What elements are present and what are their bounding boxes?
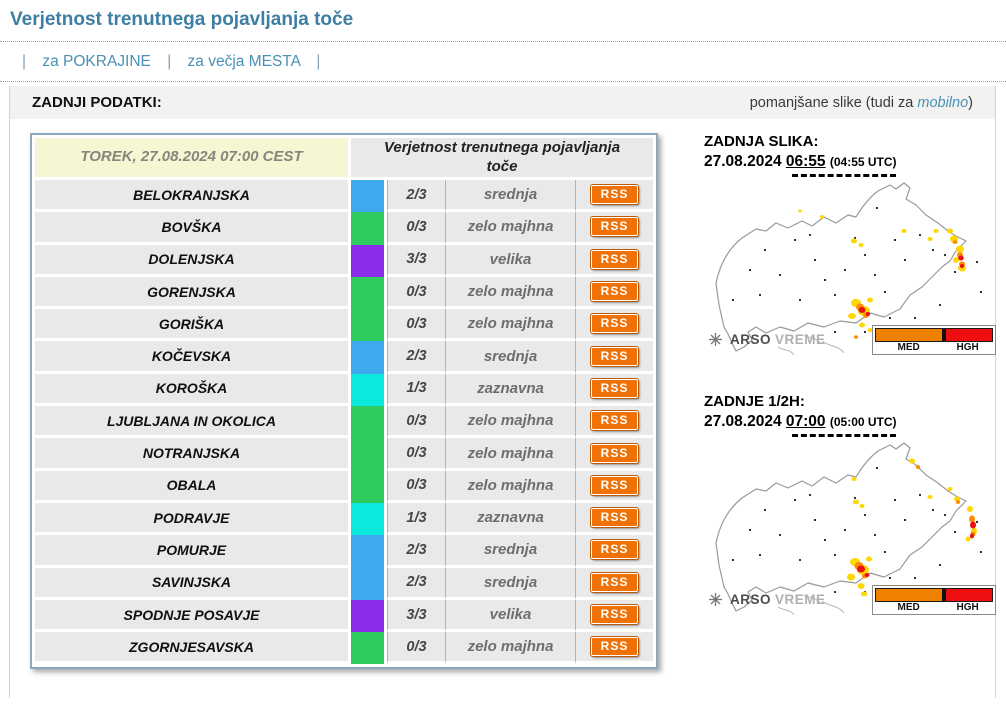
rss-button[interactable]: RSS	[591, 573, 639, 592]
compass-icon	[708, 332, 723, 347]
region-name: SAVINJSKA	[35, 568, 351, 600]
region-name: POMURJE	[35, 535, 351, 567]
rss-button[interactable]: RSS	[591, 411, 639, 430]
probability-value: 2/3	[387, 535, 445, 567]
probability-description: zelo majhna	[445, 471, 575, 503]
probability-color-swatch	[351, 438, 387, 470]
probability-description: srednja	[445, 535, 575, 567]
legend-med-label: MED	[897, 602, 920, 613]
page-title: Verjetnost trenutnega pojavljanja toče	[10, 9, 354, 30]
region-name: ZGORNJESAVSKA	[35, 632, 351, 664]
probability-value: 1/3	[387, 503, 445, 535]
last-halfhour-block	[704, 393, 996, 619]
nav-link-mesta[interactable]: za večja MESTA	[187, 53, 301, 70]
probability-value: 2/3	[387, 568, 445, 600]
rss-cell	[575, 535, 653, 567]
latest-image-block	[704, 133, 996, 359]
table-header-datetime: TOREK, 27.08.2024 07:00 CEST	[35, 138, 351, 180]
probability-value: 0/3	[387, 309, 445, 341]
rss-cell	[575, 309, 653, 341]
map2-datetime: 27.08.2024 07:00 (05:00 UTC)	[704, 413, 897, 430]
rss-cell	[575, 600, 653, 632]
probability-color-swatch	[351, 632, 387, 664]
probability-color-swatch	[351, 406, 387, 438]
nav-separator: |	[22, 53, 27, 70]
probability-color-swatch	[351, 341, 387, 373]
region-name: BOVŠKA	[35, 212, 351, 244]
probability-value: 0/3	[387, 212, 445, 244]
content-panel	[9, 86, 996, 698]
legend-hgh-label: HGH	[956, 602, 979, 613]
rss-button[interactable]: RSS	[591, 637, 639, 656]
probability-color-swatch	[351, 503, 387, 535]
rss-cell	[575, 180, 653, 212]
rss-button[interactable]: RSS	[591, 605, 639, 624]
intensity-legend	[872, 585, 996, 615]
probability-color-swatch	[351, 309, 387, 341]
probability-description: zelo majhna	[445, 438, 575, 470]
rss-button[interactable]: RSS	[591, 540, 639, 559]
hail-table	[30, 133, 658, 669]
rss-button[interactable]: RSS	[591, 476, 639, 495]
legend-hgh-color	[946, 589, 992, 601]
rss-button[interactable]: RSS	[591, 508, 639, 527]
probability-value: 0/3	[387, 406, 445, 438]
probability-color-swatch	[351, 568, 387, 600]
probability-value: 2/3	[387, 180, 445, 212]
nav-separator: |	[316, 53, 321, 70]
probability-color-swatch	[351, 471, 387, 503]
probability-value: 3/3	[387, 600, 445, 632]
region-name: NOTRANJSKA	[35, 438, 351, 470]
legend-hgh-label: HGH	[956, 342, 979, 353]
probability-description: velika	[445, 600, 575, 632]
dashed-underline	[792, 434, 896, 437]
thumbnails-note: pomanjšane slike (tudi za mobilno)	[749, 94, 973, 111]
rss-button[interactable]: RSS	[591, 347, 639, 366]
legend-med-label: MED	[897, 342, 920, 353]
probability-description: velika	[445, 245, 575, 277]
region-name: BELOKRANJSKA	[35, 180, 351, 212]
probability-value: 2/3	[387, 341, 445, 373]
rss-button[interactable]: RSS	[591, 250, 639, 269]
probability-value: 0/3	[387, 438, 445, 470]
region-name: OBALA	[35, 471, 351, 503]
rss-cell	[575, 438, 653, 470]
map1-heading: ZADNJA SLIKA:	[704, 133, 819, 150]
probability-description: zaznavna	[445, 374, 575, 406]
rss-cell	[575, 245, 653, 277]
probability-description: zelo majhna	[445, 212, 575, 244]
intensity-legend	[872, 325, 996, 355]
probability-color-swatch	[351, 600, 387, 632]
probability-description: srednja	[445, 341, 575, 373]
rss-button[interactable]: RSS	[591, 185, 639, 204]
rss-cell	[575, 374, 653, 406]
region-name: GORENJSKA	[35, 277, 351, 309]
rss-button[interactable]: RSS	[591, 314, 639, 333]
compass-icon	[708, 592, 723, 607]
probability-color-swatch	[351, 374, 387, 406]
rss-cell	[575, 277, 653, 309]
rss-cell	[575, 503, 653, 535]
map2-heading: ZADNJE 1/2H:	[704, 393, 805, 410]
probability-color-swatch	[351, 245, 387, 277]
rss-button[interactable]: RSS	[591, 379, 639, 398]
probability-value: 0/3	[387, 277, 445, 309]
legend-hgh-color	[946, 329, 992, 341]
rss-button[interactable]: RSS	[591, 217, 639, 236]
legend-med-color	[876, 329, 942, 341]
probability-description: zelo majhna	[445, 309, 575, 341]
probability-value: 0/3	[387, 632, 445, 664]
legend-med-color	[876, 589, 942, 601]
region-name: KOČEVSKA	[35, 341, 351, 373]
probability-value: 3/3	[387, 245, 445, 277]
map1-datetime: 27.08.2024 06:55 (04:55 UTC)	[704, 153, 897, 170]
probability-value: 1/3	[387, 374, 445, 406]
probability-description: zelo majhna	[445, 406, 575, 438]
rss-cell	[575, 632, 653, 664]
rss-cell	[575, 568, 653, 600]
maps-column	[704, 133, 996, 669]
table-header-title: Verjetnost trenutnega pojavljanja toče	[351, 138, 653, 180]
latest-data-label: ZADNJI PODATKI:	[32, 94, 162, 111]
probability-description: zelo majhna	[445, 632, 575, 664]
probability-color-swatch	[351, 212, 387, 244]
rss-cell	[575, 212, 653, 244]
region-name: DOLENJSKA	[35, 245, 351, 277]
probability-color-swatch	[351, 535, 387, 567]
probability-description: srednja	[445, 568, 575, 600]
rss-cell	[575, 471, 653, 503]
divider	[0, 81, 1006, 82]
arso-watermark: ARSO VREME	[708, 332, 826, 347]
nav-link-pokrajine[interactable]: za POKRAJINE	[42, 53, 151, 70]
nav-separator: |	[167, 53, 172, 70]
region-name: SPODNJE POSAVJE	[35, 600, 351, 632]
region-name: KOROŠKA	[35, 374, 351, 406]
arso-watermark: ARSO VREME	[708, 592, 826, 607]
radar-map-0655[interactable]	[704, 179, 996, 359]
region-city-nav	[0, 42, 1006, 81]
probability-description: srednja	[445, 180, 575, 212]
region-name: LJUBLJANA IN OKOLICA	[35, 406, 351, 438]
probability-description: zaznavna	[445, 503, 575, 535]
region-name: PODRAVJE	[35, 503, 351, 535]
rss-button[interactable]: RSS	[591, 444, 639, 463]
probability-color-swatch	[351, 180, 387, 212]
dashed-underline	[792, 174, 896, 177]
probability-description: zelo majhna	[445, 277, 575, 309]
rss-button[interactable]: RSS	[591, 282, 639, 301]
rss-cell	[575, 341, 653, 373]
mobile-link[interactable]: mobilno	[917, 94, 969, 111]
probability-color-swatch	[351, 277, 387, 309]
rss-cell	[575, 406, 653, 438]
radar-map-0700[interactable]	[704, 439, 996, 619]
latest-data-bar	[10, 86, 995, 119]
probability-value: 0/3	[387, 471, 445, 503]
region-name: GORIŠKA	[35, 309, 351, 341]
